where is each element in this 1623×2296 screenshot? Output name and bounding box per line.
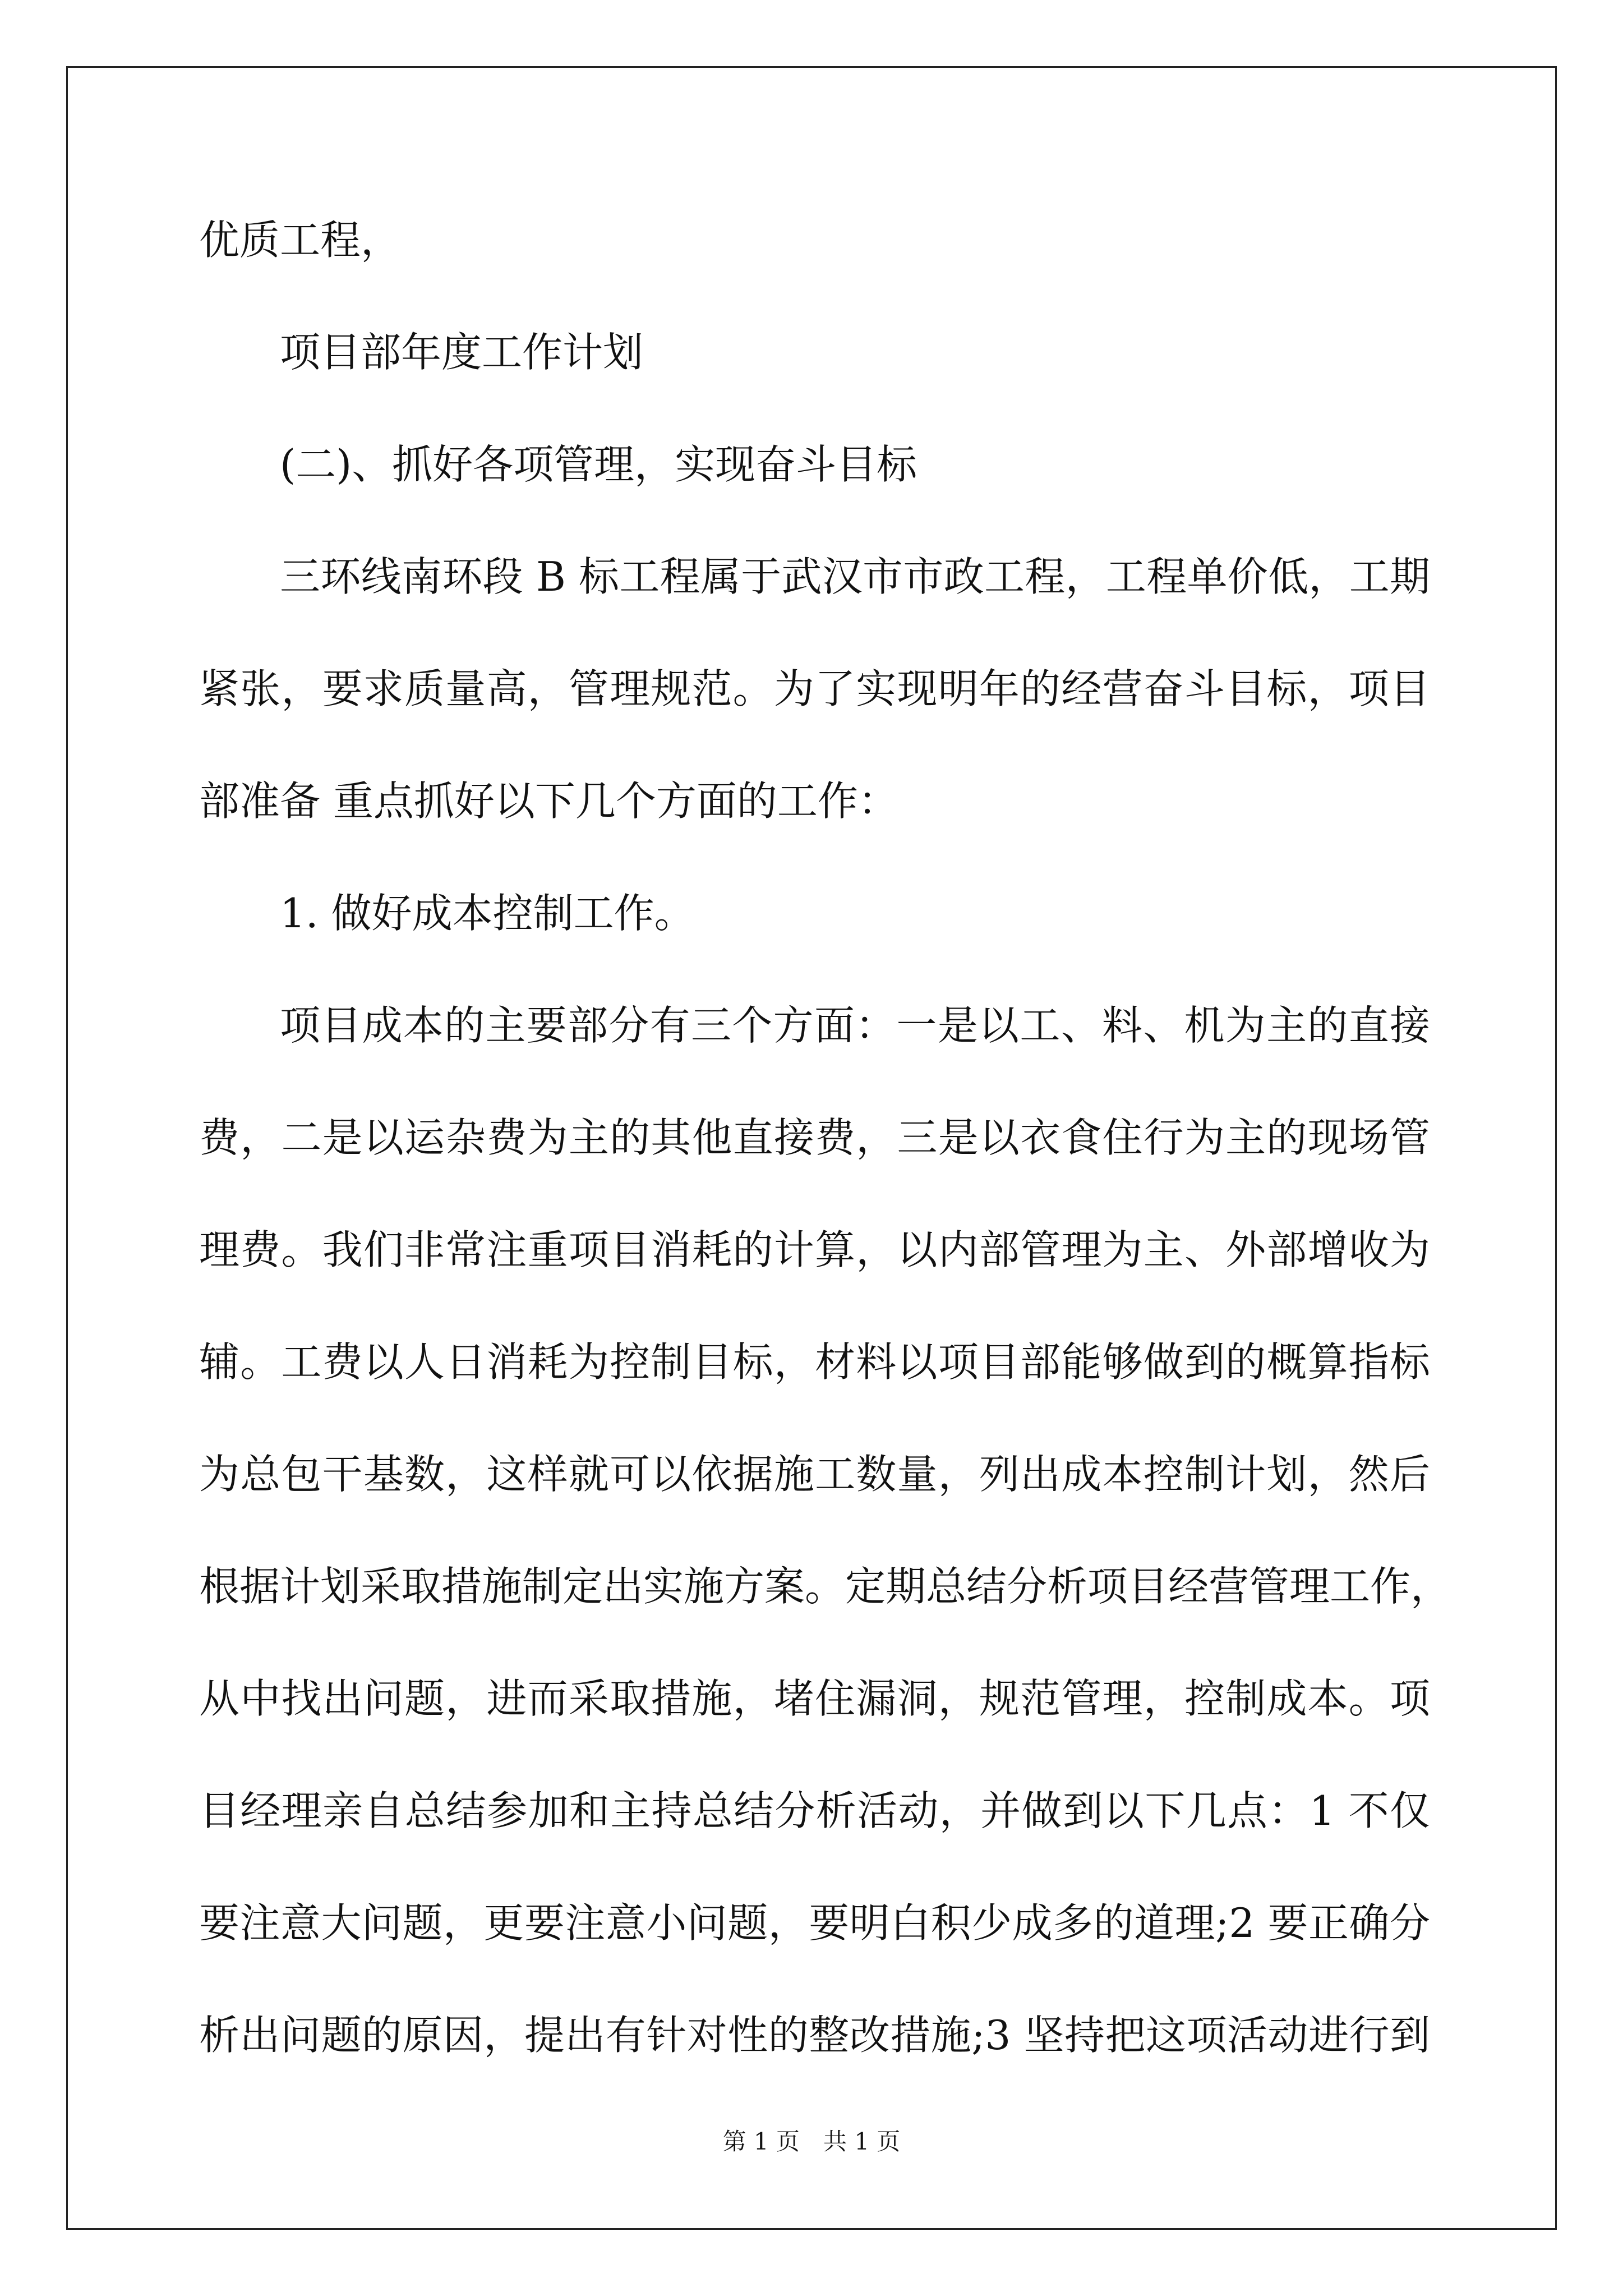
paragraph-line: 理费。我们非常注重项目消耗的计算，以内部管理为主、外部增收为 bbox=[199, 1226, 1430, 1273]
paragraph-line: 部准备 重点抓好以下几个方面的工作： bbox=[199, 777, 898, 825]
page-footer: 第 1 页 共 1 页 bbox=[722, 2128, 901, 2155]
paragraph-line: 要注意大问题，更要注意小问题，要明白积少成多的道理;2 要正确分 bbox=[199, 1899, 1430, 1947]
section-title: 项目部年度工作计划 bbox=[280, 329, 644, 376]
list-item-heading: 1. 做好成本控制工作。 bbox=[280, 890, 695, 937]
paragraph-line: 项目成本的主要部分有三个方面：一是以工、料、机为主的直接 bbox=[280, 1002, 1430, 1049]
paragraph-line: 为总包干基数，这样就可以依据施工数量，列出成本控制计划，然后 bbox=[199, 1451, 1430, 1498]
paragraph-line: 析出问题的原因，提出有针对性的整改措施;3 坚持把这项活动进行到 bbox=[199, 2012, 1430, 2059]
paragraph-line: 三环线南环段 B 标工程属于武汉市市政工程，工程单价低，工期 bbox=[280, 553, 1430, 600]
paragraph-line: 辅。工费以人日消耗为控制目标，材料以项目部能够做到的概算指标 bbox=[199, 1338, 1430, 1386]
paragraph-line: 费，二是以运杂费为主的其他直接费，三是以衣食住行为主的现场管 bbox=[199, 1114, 1430, 1161]
paragraph-line: 目经理亲自总结参加和主持总结分析活动，并做到以下几点：1 不仅 bbox=[199, 1787, 1430, 1834]
paragraph-line: 紧张，要求质量高，管理规范。为了实现明年的经营奋斗目标，项目 bbox=[199, 665, 1430, 712]
paragraph-line: 根据计划采取措施制定出实施方案。定期总结分析项目经营管理工作， bbox=[199, 1563, 1451, 1610]
paragraph-line: 从中找出问题，进而采取措施，堵住漏洞，规范管理，控制成本。项 bbox=[199, 1675, 1430, 1722]
paragraph-line: 优质工程， bbox=[199, 217, 402, 264]
subsection-heading: (二)、抓好各项管理，实现奋斗目标 bbox=[280, 441, 917, 488]
